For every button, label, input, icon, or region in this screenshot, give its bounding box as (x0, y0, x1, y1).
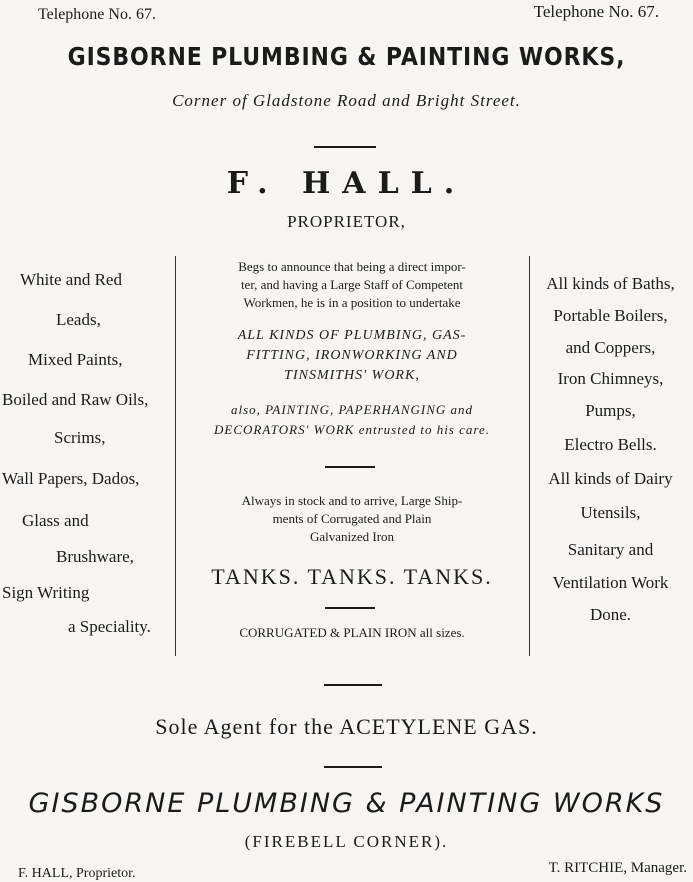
stock-line: ments of Corrugated and Plain (272, 511, 432, 526)
footer-business-name: GISBORNE PLUMBING & PAINTING WORKS (28, 788, 665, 819)
right-item: Pumps, (585, 401, 636, 420)
left-item: Boiled and Raw Oils, (2, 390, 149, 409)
intro-line: Begs to announce that being a direct impor- (238, 259, 466, 274)
left-item: White and Red (20, 270, 122, 289)
right-item: Done. (589, 605, 632, 624)
right-item: Electro Bells. (564, 435, 657, 454)
footer-manager: T. RITCHIE, Manager. (548, 860, 687, 876)
left-item: Scrims, (54, 428, 106, 447)
divider-2 (324, 684, 382, 686)
business-name-heading: GISBORNE PLUMBING & PAINTING WORKS, (67, 42, 626, 71)
stock-line: Always in stock and to arrive, Large Ship- (241, 493, 463, 508)
proprietor-title: PROPRIETOR, (287, 212, 406, 231)
divider-center-2 (325, 607, 375, 609)
right-item: Iron Chimneys, (557, 369, 664, 388)
footer-proprietor: F. HALL, Proprietor. (18, 866, 136, 881)
right-item: All kinds of Dairy (548, 469, 673, 488)
divider-1 (314, 146, 376, 148)
intro-line: ter, and having a Large Staff of Competent (240, 277, 464, 292)
tanks-line: TANKS. TANKS. TANKS. (211, 564, 493, 589)
telephone-left: Telephone No. 67. (38, 6, 156, 23)
left-item: a Speciality. (68, 617, 151, 636)
also-line: also, PAINTING, PAPERHANGING and (230, 402, 474, 417)
left-item: Wall Papers, Dados, (2, 469, 140, 488)
right-item: Utensils, (580, 503, 641, 522)
iron-sizes: CORRUGATED & PLAIN IRON all sizes. (239, 625, 465, 640)
divider-3 (324, 766, 382, 768)
footer-location: (FIREBELL CORNER). (244, 832, 449, 851)
left-item: Mixed Paints, (28, 350, 123, 369)
right-item: Sanitary and (567, 540, 654, 559)
sole-agent-line: Sole Agent for the ACETYLENE GAS. (155, 714, 538, 739)
divider-center-1 (325, 466, 375, 468)
address-line: Corner of Gladstone Road and Bright Street. (172, 91, 521, 110)
services-line: FITTING, IRONWORKING AND (246, 348, 458, 363)
right-item: All kinds of Baths, (546, 274, 675, 293)
stock-line: Galvanized Iron (309, 529, 395, 544)
left-border (175, 256, 176, 656)
left-item: Sign Writing (2, 583, 90, 602)
left-item: Leads, (56, 310, 101, 329)
right-item: Ventilation Work (552, 573, 669, 592)
intro-line: Workmen, he is in a position to undertake (243, 295, 461, 310)
left-item: Brushware, (56, 547, 134, 566)
telephone-right: Telephone No. 67. (533, 2, 659, 21)
right-item: and Coppers, (565, 338, 656, 357)
left-item: Glass and (22, 511, 89, 530)
services-line: ALL KINDS OF PLUMBING, GAS- (237, 328, 467, 343)
services-line: TINSMITHS' WORK, (284, 368, 420, 383)
proprietor-name: F. HALL. (226, 166, 467, 201)
also-line: DECORATORS' WORK entrusted to his care. (213, 422, 490, 437)
right-item: Portable Boilers, (553, 306, 668, 325)
